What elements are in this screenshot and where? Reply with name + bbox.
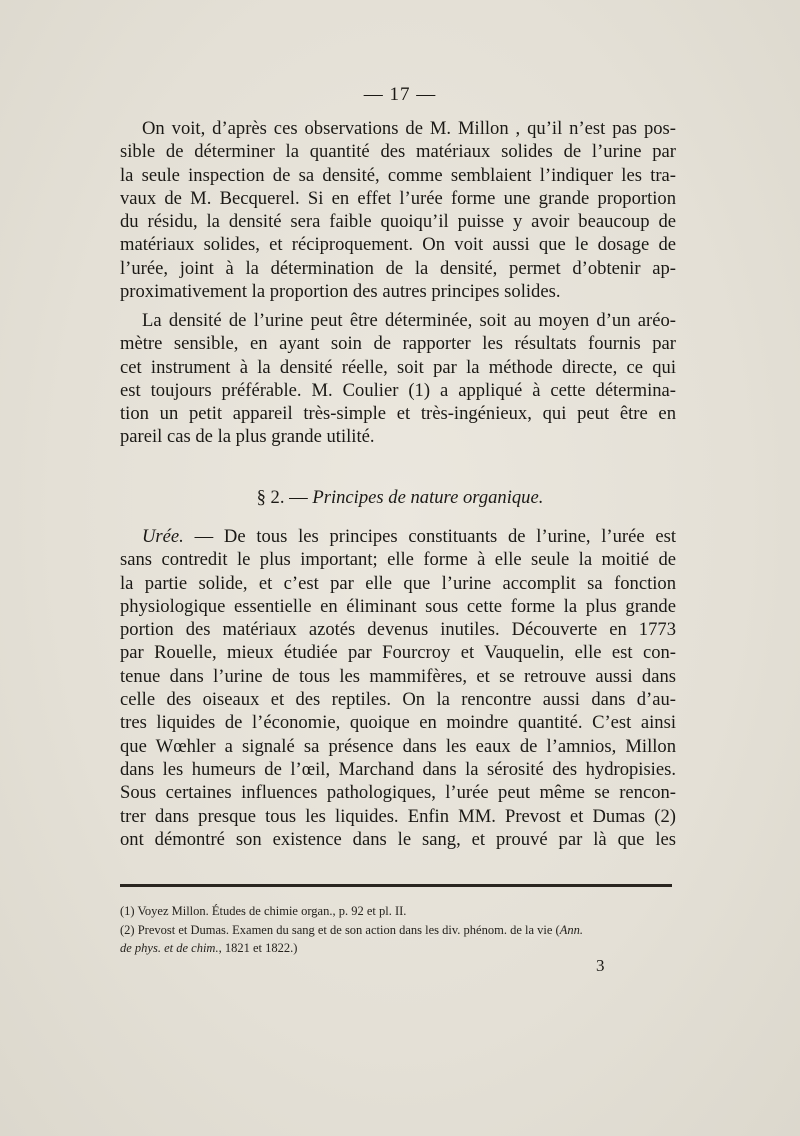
- section-title: Principes de nature organique.: [312, 487, 544, 508]
- text-line-first: [120, 525, 676, 548]
- text-line: par Rouelle, mieux étudiée par Fourcroy et Vauquelin, elle est con-: [120, 642, 676, 664]
- text-line: tenue dans l’urine de tous les mammifères, et se retrouve aussi dans: [120, 665, 676, 687]
- paragraph-density-measurement: [120, 309, 676, 449]
- text-line: cet instrument à la densité réelle, soit par la méthode directe, ce qui: [120, 356, 676, 378]
- text-line: portion des matériaux azotés devenus inutiles. Découverte en 1773: [120, 619, 676, 641]
- text-line: la seule inspection de sa densité, comme semblaient l’indiquer les tra-: [120, 164, 676, 186]
- section-dash: —: [284, 487, 313, 508]
- footnote-2-line-2: [120, 939, 676, 958]
- text-line: Sous certaines influences pathologiques, l’urée peut même se rencon-: [120, 782, 676, 804]
- text-line: celle des oiseaux et des reptiles. On la rencontre aussi dans d’au-: [120, 689, 676, 711]
- text-line: est toujours préférable. M. Coulier (1) a appliqué à cette détermina-: [120, 379, 676, 401]
- text-line: proximativement la proportion des autres principes solides.: [120, 281, 561, 303]
- text-line: dans les humeurs de l’œil, Marchand dans la sérosité des hydropisies.: [120, 758, 676, 780]
- text-line: tres liquides de l’économie, quoique en moindre quantité. C’est ainsi: [120, 712, 676, 734]
- footnote-1: (1) Voyez Millon. Études de chimie organ., p. 92 et pl. II.: [120, 904, 407, 918]
- paragraph-uree: [120, 525, 676, 851]
- page-number: — 17 —: [363, 84, 437, 105]
- text-line: tion un petit appareil très-simple et très-ingénieux, qui peut être en: [120, 403, 676, 425]
- footnote-2-line-1: [120, 921, 676, 940]
- text-line: matériaux solides, et réciproquement. On voit aussi que le dosage de: [120, 234, 676, 256]
- text-line: On voit, d’après ces observations de M. Millon , qu’il n’est pas pos-: [142, 118, 676, 139]
- footnote-2-text: (2) Prevost et Dumas. Examen du sang et de son action dans les div. phénom. de la vie (: [120, 922, 560, 937]
- signature-mark: 3: [596, 956, 605, 975]
- text-line-rest: — De tous les principes constituants de l’urine, l’urée est: [183, 526, 676, 547]
- text-line: l’urée, joint à la détermination de la densité, permet d’obtenir ap-: [120, 257, 676, 279]
- paragraph-lead-term: Urée.: [142, 526, 184, 547]
- text-line: pareil cas de la plus grande utilité.: [120, 426, 375, 448]
- text-line: sans contredit le plus important; elle forme à elle seule la moitié de: [120, 549, 676, 571]
- text-line: du résidu, la densité sera faible quoiqu’il puisse y avoir beaucoup de: [120, 211, 676, 233]
- footnotes: [120, 902, 676, 958]
- text-line: vaux de M. Becquerel. Si en effet l’urée forme une grande proportion: [120, 187, 676, 209]
- footnote-2-years: , 1821 et 1822.): [218, 941, 298, 955]
- section-heading: [0, 487, 800, 509]
- paragraph-density-observations: [120, 117, 676, 303]
- text-line: mètre sensible, en ayant soin de rapporter les résultats fournis par: [120, 333, 676, 355]
- text-line: La densité de l’urine peut être déterminée, soit au moyen d’un aréo-: [142, 310, 676, 331]
- footnote-separator-rule: [120, 884, 672, 887]
- footnote-2-journal: Ann.: [559, 922, 583, 937]
- text-line: que Wœhler a signalé sa présence dans les eaux de l’amnios, Millon: [120, 735, 676, 757]
- text-line: sible de déterminer la quantité des matériaux solides de l’urine par: [120, 141, 676, 163]
- text-line: ont démontré son existence dans le sang, et prouvé par là que les: [120, 828, 676, 850]
- text-line: la partie solide, et c’est par elle que l’urine accomplit sa fonction: [120, 572, 676, 594]
- footnote-2-journal-cont: de phys. et de chim.: [120, 941, 219, 955]
- text-line: physiologique essentielle en éliminant sous cette forme la plus grande: [120, 595, 676, 617]
- section-number: § 2.: [256, 487, 285, 508]
- text-line: trer dans presque tous les liquides. Enfin MM. Prevost et Dumas (2): [120, 805, 676, 827]
